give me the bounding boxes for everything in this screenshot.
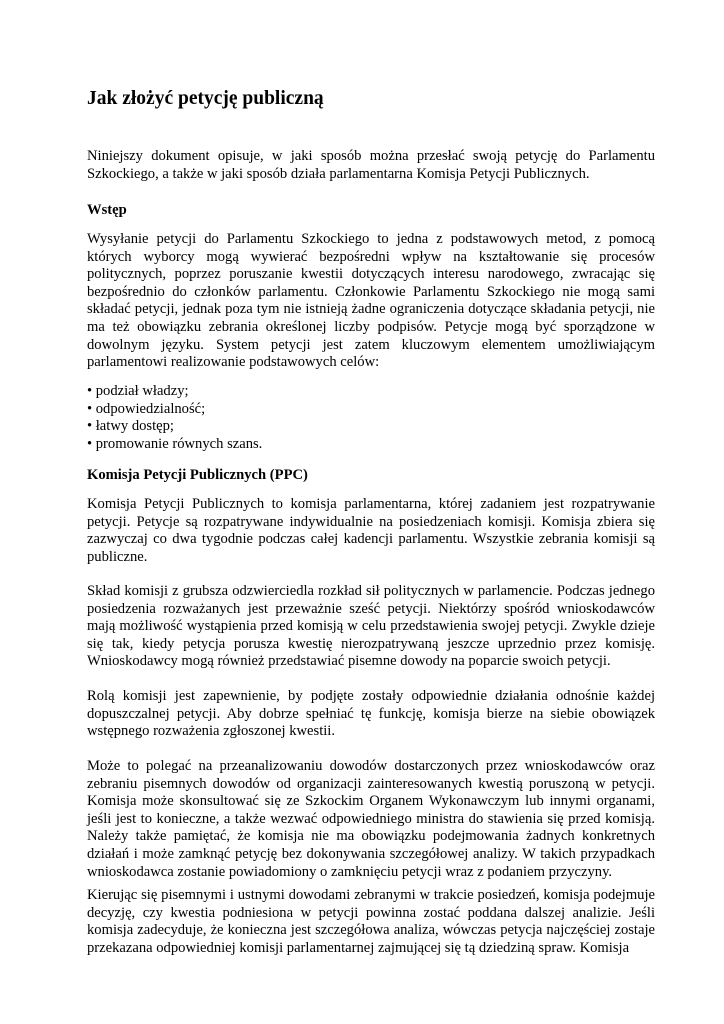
list-item: • podział władzy; [87, 383, 189, 399]
ppc-paragraph-3: Rolą komisji jest zapewnienie, by podjęte zostały odpowiednie działania odnośnie każdej dopuszczalnej petycji. Aby dobrze spełniać tę funkcję, komisja bierze na siebie obowiązek wstępnego rozważenia zgłoszonej kwestii. [87, 688, 655, 740]
ppc-paragraph-2: Skład komisji z grubsza odzwierciedla rozkład sił politycznych w parlamencie. Podczas jednego posiedzenia rozważanych jest przeważnie sześć petycji. Niektórzy spośród wnioskodawców mają możliwość wystąpienia przed komisją w celu przedstawienia swojej petycji. Zwykle dzieje się tak, kiedy petycja porusza kwestię nierozpatrywaną jeszcze uprzednio przez komisję. Wnioskodawcy mogą również przedstawiać pisemne dowody na poparcie swoich petycji. [87, 583, 655, 670]
intro-section-paragraph: Wysyłanie petycji do Parlamentu Szkockiego to jedna z podstawowych metod, z pomocą których wyborcy mogą wywierać bezpośredni wpływ na kształtowanie się procesów politycznych, poprzez poruszanie kwestii dotyczących interesu narodowego, zwracając się bezpośrednio do członków parlamentu. Członkowie Parlamentu Szkockiego nie mogą sami składać petycji, jednak poza tym nie istnieją żadne ograniczenia dotyczące składania petycji, nie ma też obowiązku zebrania określonej liczby podpisów. Petycje mogą być sporządzone w dowolnym języku. System petycji jest zatem kluczowym elementem umożliwiającym parlamentowi realizowanie podstawowych celów: [87, 231, 655, 371]
section-heading-intro: Wstęp [87, 202, 127, 218]
section-heading-ppc: Komisja Petycji Publicznych (PPC) [87, 467, 308, 483]
ppc-paragraph-5: Kierując się pisemnymi i ustnymi dowodami zebranymi w trakcie posiedzeń, komisja podejmuje decyzję, czy kwestia podniesiona w petycji powinna zostać poddana dalszej analizie. Jeśli komisja zadecyduje, że konieczna jest szczegółowa analiza, wówczas petycja najczęściej zostaje przekazana odpowiedniej komisji parlamentarnej zajmującej się tą dziedziną spraw. Komisja [87, 887, 655, 956]
ppc-paragraph-4: Może to polegać na przeanalizowaniu dowodów dostarczonych przez wnioskodawców oraz zebraniu pisemnych dowodów od organizacji zainteresowanych kwestią poruszoną w petycji. Komisja może skonsultować się ze Szkockim Organem Wykonawczym lub innymi organami, jeśli jest to konieczne, a także wezwać odpowiedniego ministra do stawienia się przed komisją. Należy także pamiętać, że komisja nie ma obowiązku podejmowania żadnych konkretnych działań i może zamknąć petycję bez dokonywania szczegółowej analizy. W takich przypadkach wnioskodawca zostanie powiadomiony o zamknięciu petycji wraz z podaniem przyczyny. [87, 758, 655, 880]
list-item: • odpowiedzialność; [87, 400, 206, 417]
list-item: • promowanie równych szans. [87, 435, 263, 452]
ppc-paragraph-1: Komisja Petycji Publicznych to komisja parlamentarna, której zadaniem jest rozpatrywanie petycji. Petycje są rozpatrywane indywidualnie na posiedzeniach komisji. Komisja zbiera się zazwyczaj co dwa tygodnie podczas całej kadencji parlamentu. Wszystkie zebrania komisji są publiczne. [87, 496, 655, 565]
intro-paragraph: Niniejszy dokument opisuje, w jaki sposób można przesłać swoją petycję do Parlamentu Szkockiego, a także w jaki sposób działa parlamentarna Komisja Petycji Publicznych. [87, 148, 655, 182]
goals-list [87, 383, 655, 453]
page-title: Jak złożyć petycję publiczną [87, 88, 324, 109]
list-item: • łatwy dostęp; [87, 418, 174, 435]
